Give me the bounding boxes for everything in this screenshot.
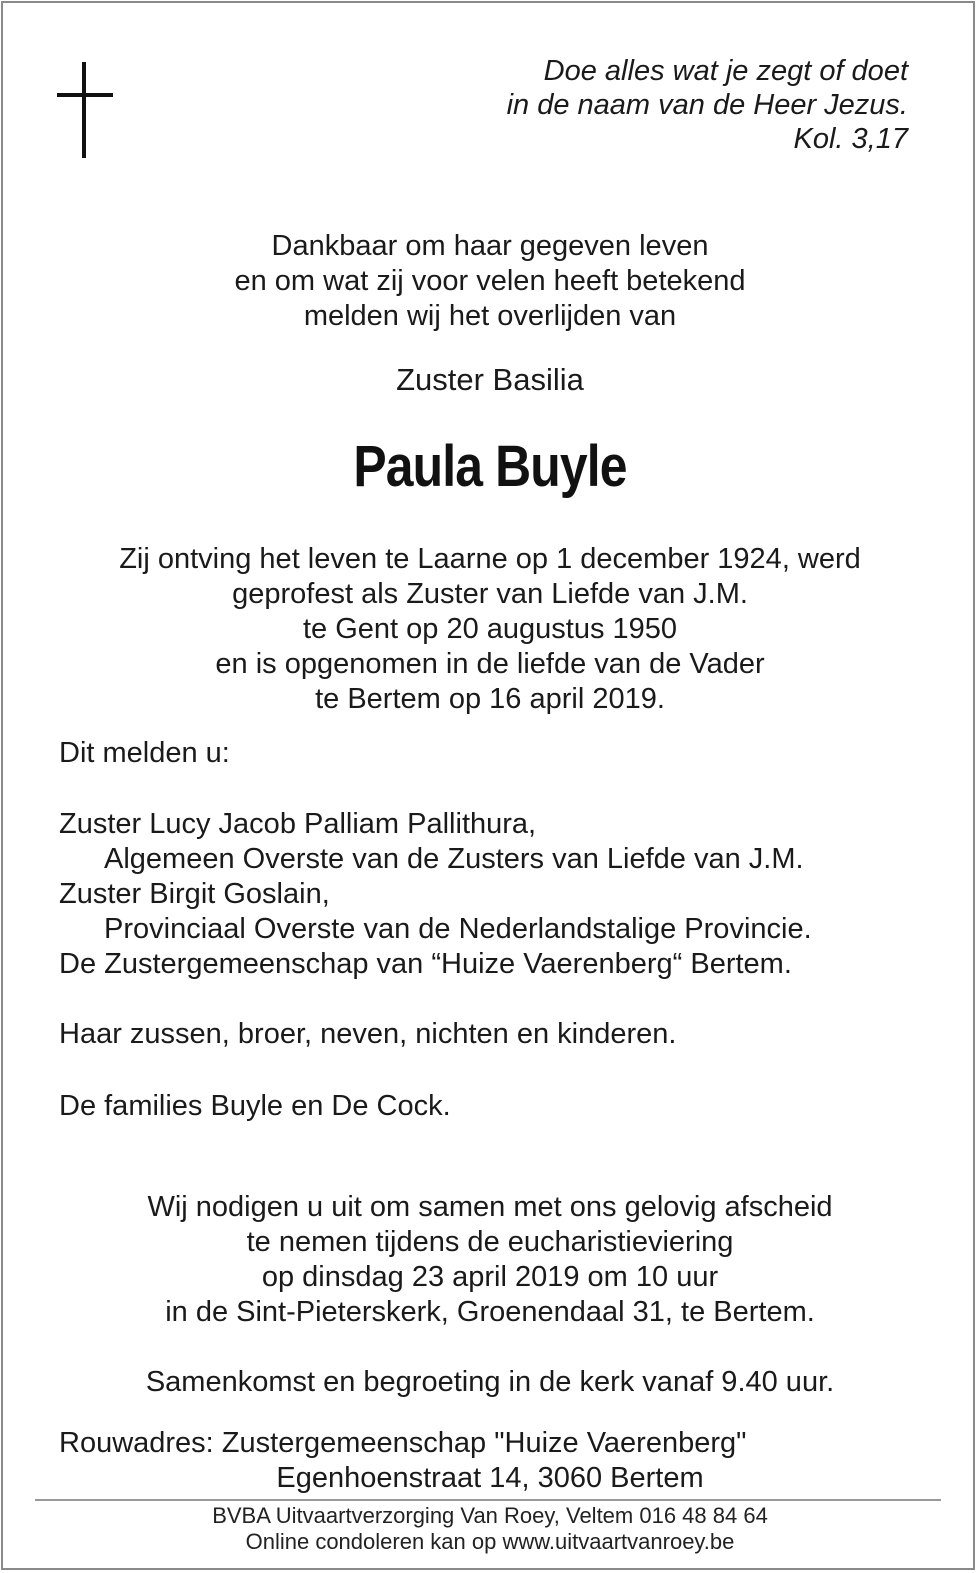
bio-line: te Gent op 20 augustus 1950 (302, 613, 678, 645)
community-line: De Zustergemeenschap van “Huize Vaerenberg“ Bertem. (59, 948, 792, 980)
bio-line: geprofest als Zuster van Liefde van J.M. (232, 578, 748, 610)
intro-line: Dankbaar om haar gegeven leven (271, 230, 709, 262)
intro-text (0, 229, 980, 334)
gathering-line: Samenkomst en begroeting in de kerk vanaf 9.40 uur. (145, 1366, 835, 1398)
verse-reference: Kol. 3,17 (793, 123, 908, 155)
religious-name: Zuster Basilia (396, 362, 584, 397)
intro-line: melden wij het overlijden van (303, 300, 677, 332)
mourning-address-line1: Rouwadres: Zustergemeenschap "Huize Vaerenberg" (59, 1427, 747, 1459)
relatives-line: Haar zussen, broer, neven, nichten en kinderen. (59, 1018, 677, 1050)
deceased-name: Paula Buyle (353, 434, 627, 499)
announcer-list (59, 807, 812, 982)
mourning-address-line2: Egenhoenstraat 14, 3060 Bertem (276, 1462, 704, 1494)
verse-line: in de naam van de Heer Jezus. (506, 89, 908, 121)
footer (0, 1503, 980, 1555)
announcers-heading: Dit melden u: (59, 737, 230, 769)
bio-line: te Bertem op 16 april 2019. (315, 683, 665, 715)
bio-line: en is opgenomen in de liefde van de Vader (215, 648, 765, 680)
footer-divider (35, 1499, 941, 1501)
footer-condolences: Online condoleren kan op www.uitvaartvanroey.be (245, 1529, 735, 1554)
announcer-name: Zuster Lucy Jacob Palliam Pallithura, (59, 808, 537, 840)
announcer-name: Zuster Birgit Goslain, (59, 878, 330, 910)
cross-icon (57, 62, 113, 158)
invitation-line: op dinsdag 23 april 2019 om 10 uur (261, 1261, 719, 1293)
footer-company: BVBA Uitvaartverzorging Van Roey, Veltem 016 48 84 64 (212, 1503, 768, 1528)
bible-verse (507, 54, 908, 156)
announcer-role: Provinciaal Overste van de Nederlandstalige Provincie. (104, 913, 812, 945)
verse-line: Doe alles wat je zegt of doet (543, 55, 908, 87)
intro-line: en om wat zij voor velen heeft betekend (234, 265, 746, 297)
invitation-line: te nemen tijdens de eucharistieviering (246, 1226, 734, 1258)
biography (0, 542, 980, 717)
invitation (0, 1190, 980, 1330)
announcer-role: Algemeen Overste van de Zusters van Liefde van J.M. (104, 843, 804, 875)
invitation-line: in de Sint-Pieterskerk, Groenendaal 31, te Bertem. (165, 1296, 815, 1328)
bio-line: Zij ontving het leven te Laarne op 1 december 1924, werd (119, 543, 861, 575)
invitation-line: Wij nodigen u uit om samen met ons gelovig afscheid (147, 1191, 833, 1223)
families-line: De families Buyle en De Cock. (59, 1090, 451, 1122)
